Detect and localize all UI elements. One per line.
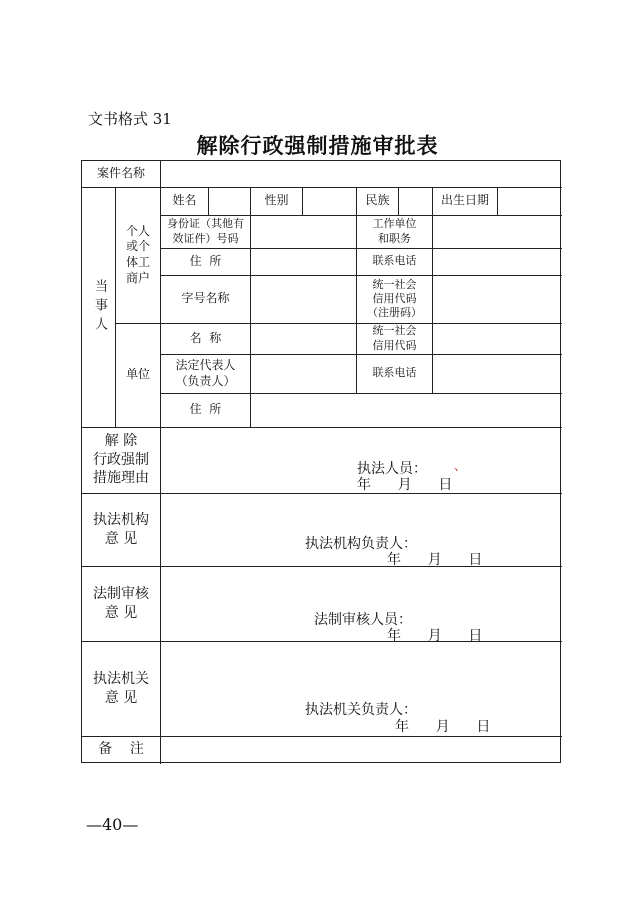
remarks-field[interactable] xyxy=(161,736,561,763)
gender-label: 性别 xyxy=(264,193,289,208)
agency-opinion-field[interactable] xyxy=(161,493,561,566)
unit-name-field[interactable] xyxy=(251,323,356,354)
birthdate-label: 出生日期 xyxy=(440,193,489,208)
credit-code-reg-field[interactable] xyxy=(433,275,561,323)
individual-label: 个人 或个 体工 商户 xyxy=(125,223,150,285)
page-number: —40— xyxy=(86,815,139,834)
case-name-label: 案件名称 xyxy=(96,166,145,181)
reason-date: 年 月 日 xyxy=(357,477,453,493)
unit-name-label: 名 称 xyxy=(189,330,222,345)
format-label: 文书格式 31 xyxy=(88,110,172,128)
unit-label: 单位 xyxy=(125,367,150,382)
phone-field[interactable] xyxy=(433,248,561,275)
name-label: 姓名 xyxy=(172,193,197,208)
address-field[interactable] xyxy=(251,248,356,275)
birthdate-field[interactable] xyxy=(498,187,561,215)
review-date: 年 月 日 xyxy=(387,628,483,644)
authority-opinion-field[interactable] xyxy=(161,641,561,736)
approval-form-table xyxy=(81,160,561,763)
authority-opinion-label: 执法机关 意 见 xyxy=(93,670,149,706)
ethnicity-label: 民族 xyxy=(365,193,390,208)
page-title: 解除行政强制措施审批表 xyxy=(196,133,439,158)
agency-date: 年 月 日 xyxy=(387,552,483,568)
credit-code-field[interactable] xyxy=(433,323,561,354)
reason-label: 解 除 行政强制 措施理由 xyxy=(93,432,149,487)
ethnicity-field[interactable] xyxy=(399,187,432,215)
red-mark: 、 xyxy=(454,459,467,473)
shop-name-label: 字号名称 xyxy=(181,291,230,306)
credit-code-reg-label: 统一社会 信用代码 （注册码） xyxy=(367,277,422,320)
shop-name-field[interactable] xyxy=(251,275,356,323)
unit-phone-label: 联系电话 xyxy=(372,366,417,380)
agency-opinion-label: 执法机构 意 见 xyxy=(93,511,149,547)
authority-date: 年 月 日 xyxy=(395,719,491,735)
review-opinion-label: 法制审核 意 见 xyxy=(93,585,149,621)
unit-phone-field[interactable] xyxy=(433,354,561,393)
work-unit-label: 工作单位 和职务 xyxy=(372,217,417,245)
gender-field[interactable] xyxy=(303,187,356,215)
reason-signer-label: 执法人员： xyxy=(357,461,427,477)
legal-rep-label: 法定代表人 （负责人） xyxy=(175,357,236,388)
unit-address-field[interactable] xyxy=(251,393,561,427)
credit-code-label: 统一社会 信用代码 xyxy=(372,324,417,352)
unit-address-label: 住 所 xyxy=(189,402,222,417)
id-number-field[interactable] xyxy=(251,215,356,248)
review-signer-label: 法制审核人员： xyxy=(314,612,412,628)
phone-label: 联系电话 xyxy=(372,254,417,268)
review-opinion-field[interactable] xyxy=(161,566,561,641)
name-field[interactable] xyxy=(209,187,250,215)
case-name-field[interactable] xyxy=(161,161,561,187)
agency-signer-label: 执法机构负责人： xyxy=(305,536,417,552)
authority-signer-label: 执法机关负责人： xyxy=(305,702,417,718)
id-number-label: 身份证（其他有效证件）号码 xyxy=(167,217,244,245)
legal-rep-field[interactable] xyxy=(251,354,356,393)
remarks-label: 备 注 xyxy=(98,741,144,758)
address-label: 住 所 xyxy=(189,253,222,268)
party-label: 当事人 xyxy=(91,278,107,336)
work-unit-field[interactable] xyxy=(433,215,561,248)
